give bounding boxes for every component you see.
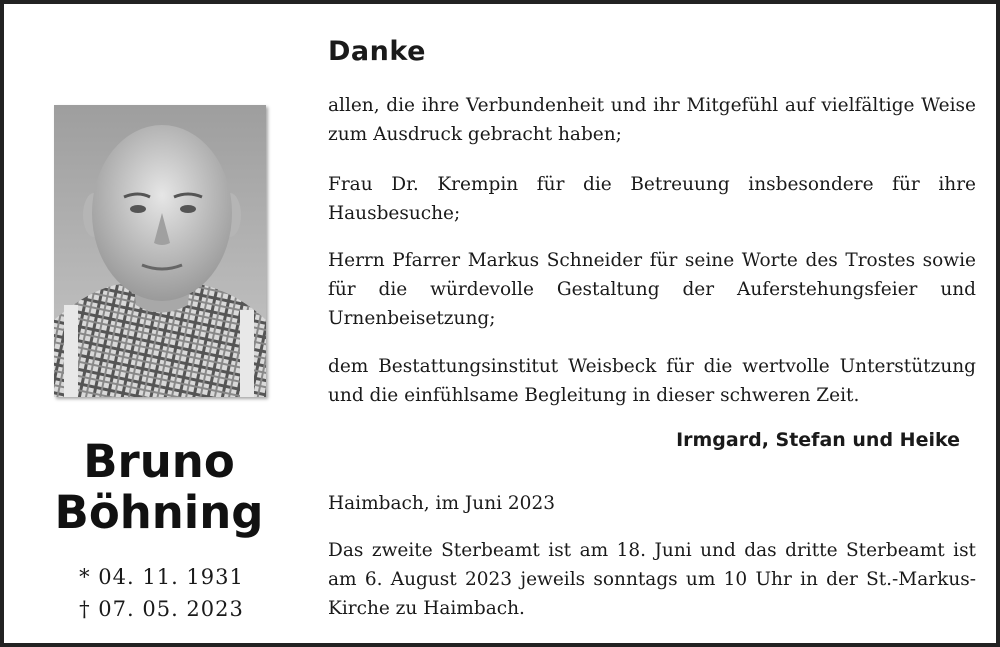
deceased-name <box>24 436 294 538</box>
place-date: Haimbach, im Juni 2023 <box>328 493 555 514</box>
mass-announcement: Das zweite Sterbeamt ist am 18. Juni und das dritte Sterbeamt ist am 6. August 2023 jeweils sonntags um 10 Uhr in der St.-Markus-Kirche zu Haimbach. <box>328 540 976 619</box>
portrait-illustration <box>54 105 266 397</box>
deceased-last-name: Böhning <box>54 486 264 539</box>
death-date: † 07. 05. 2023 <box>79 597 244 621</box>
thanks-paragraph: allen, die ihre Verbundenheit und ihr Mitgefühl auf vielfältige Weise zum Ausdruck gebracht haben; <box>328 95 976 145</box>
life-dates <box>24 561 299 625</box>
birth-date: * 04. 11. 1931 <box>79 565 244 589</box>
thanks-paragraph: dem Bestattungsinstitut Weisbeck für die wertvolle Unterstützung und die einfühlsame Begleitung in dieser schweren Zeit. <box>328 356 976 406</box>
family-signature: Irmgard, Stefan und Heike <box>676 429 960 451</box>
deceased-first-name: Bruno <box>83 435 235 488</box>
portrait-photo <box>54 105 266 397</box>
thanks-paragraph: Frau Dr. Krempin für die Betreuung insbesondere für ihre Hausbesuche; <box>328 174 976 224</box>
thanks-paragraph: Herrn Pfarrer Markus Schneider für seine Worte des Trostes sowie für die würdevolle Gestaltung der Auferstehungsfeier und Urnenbeisetzung; <box>328 250 976 329</box>
notice-title: Danke <box>328 36 426 67</box>
